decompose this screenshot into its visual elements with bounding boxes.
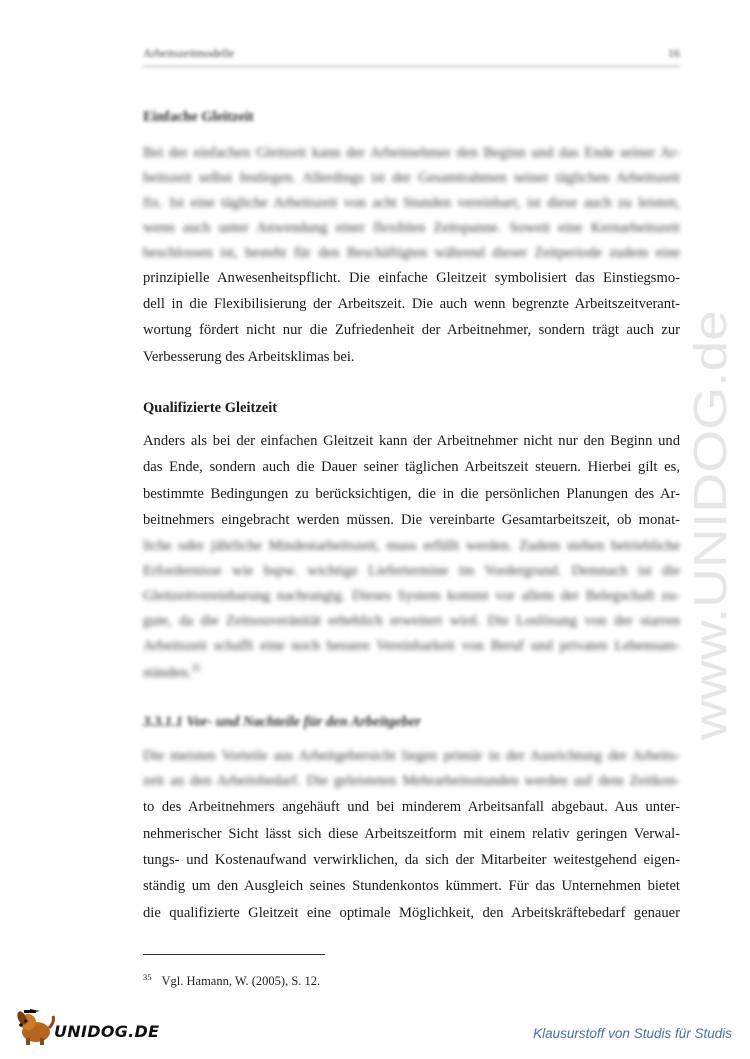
paragraph-line: die qualifizierte Gleitzeit eine optimale Möglichkeit, den Arbeitskräftebedarf genauer [143,905,680,921]
dog-icon [14,1008,56,1048]
subsection-heading-vor-nachteile: 3.3.1.1 Vor- und Nachteile für den Arbeitgeber [143,714,421,730]
watermark-text: www.UNIDOG.de [684,382,736,740]
logo-text: UNIDOG.DE [54,1022,160,1041]
paragraph-line: fix. Ist eine tägliche Arbeitszeit von acht Stunden vereinbart, ist diese auch zu leisten, [143,195,680,211]
paragraph-line: beschlossen ist, besteht für den Beschäftigten während dieser Zeitperiode zudem eine [143,245,680,261]
page-number: 16 [668,46,680,60]
paragraph-line: Gleitzeitvereinbarung nachrangig. Dieses System kommt vor allem der Belegschaft zu- [143,588,680,604]
section-heading-einfache-gleitzeit: Einfache Gleitzeit [143,109,254,125]
paragraph-line: to des Arbeitnehmers angehäuft und bei minderem Arbeitsanfall abgebaut. Aus unter- [143,799,680,815]
paragraph-line: Bei der einfachen Gleitzeit kann der Arbeitnehmer den Beginn und das Ende seiner Ar- [143,145,680,161]
paragraph-line: Erfordernisse wie bspw. wichtige Liefertermine im Vordergrund. Demnach ist die [143,563,680,579]
paragraph-line: nehmerischer Sicht lässt sich diese Arbeitszeitform mit einem relativ geringen Verwal- [143,826,680,842]
footnote-number: 35 [143,972,152,982]
paragraph-line: Verbesserung des Arbeitsklimas bei. [143,349,355,365]
paragraph-line: beitnehmers eingebracht werden müssen. Die vereinbarte Gesamtarbeitszeit, ob monat- [143,512,680,528]
paragraph-line-text: ständen. [143,664,192,681]
paragraph-line: Die meisten Vorteile aus Arbeitgebersicht liegen primär in der Ausrichtung der Arbeits- [143,748,680,764]
paragraph-line: dell in die Flexibilisierung der Arbeitszeit. Die auch wenn begrenzte Arbeitszeitverant- [143,296,680,312]
paragraph-line: das Ende, sondern auch die Dauer seiner täglichen Arbeitszeit steuern. Hierbei gilt es, [143,459,680,475]
footnote [143,972,320,989]
paragraph-line: liche oder jährliche Mindestarbeitszeit, muss erfüllt werden. Zudem stehen betriebliche [143,538,680,554]
tagline: Klausurstoff von Studis für Studis [533,1026,732,1041]
paragraph-line: gute, da die Zeitsouveränität erheblich erweitert wird. Die Loslösung von der starren [143,613,680,629]
paragraph-line: bestimmte Bedingungen zu berücksichtigen, die in die persönlichen Planungen des Ar- [143,486,680,502]
section-heading-qualifizierte-gleitzeit: Qualifizierte Gleitzeit [143,400,278,416]
paragraph-line: zeit an den Arbeitsbedarf. Die geleisteten Mehrarbeitsstunden werden auf dem Zeitkon- [143,773,680,789]
unidog-logo[interactable] [14,1008,164,1048]
paragraph-line: wenn auch unter Anwendung einer flexiblen Zeitspanne. Soweit eine Kernarbeitszeit [143,220,680,236]
paragraph-line: beitszeit selbst festlegen. Allerdings ist der Gesamtrahmen seiner täglichen Arbeitszeit [143,170,680,186]
paragraph-line: Arbeitszeit schafft eine noch bessere Vereinbarkeit von Beruf und privaten Lebensum- [143,638,680,654]
paragraph-line: ständig um den Ausgleich seines Stundenkontos kümmert. Für das Unternehmen bietet [143,878,680,894]
paragraph-line: wortung fördert nicht nur die Zufriedenheit der Arbeitnehmer, sondern trägt auch zur [143,322,680,338]
running-header [143,44,680,67]
paragraph-line [143,664,680,680]
footnote-separator [143,954,325,955]
footnote-text: Vgl. Hamann, W. (2005), S. 12. [161,974,321,989]
paragraph-line: Anders als bei der einfachen Gleitzeit kann der Arbeitnehmer nicht nur den Beginn und [143,433,680,449]
paragraph-line: prinzipielle Anwesenheitspflicht. Die einfache Gleitzeit symbolisiert das Einstiegsmo- [143,270,680,286]
paragraph-line: tungs- und Kostenaufwand verwirklichen, da sich der Mitarbeiter weitestgehend eigen- [143,852,680,868]
footnote-reference: 35 [191,663,201,673]
header-title: Arbeitszeitmodelle [143,46,235,60]
